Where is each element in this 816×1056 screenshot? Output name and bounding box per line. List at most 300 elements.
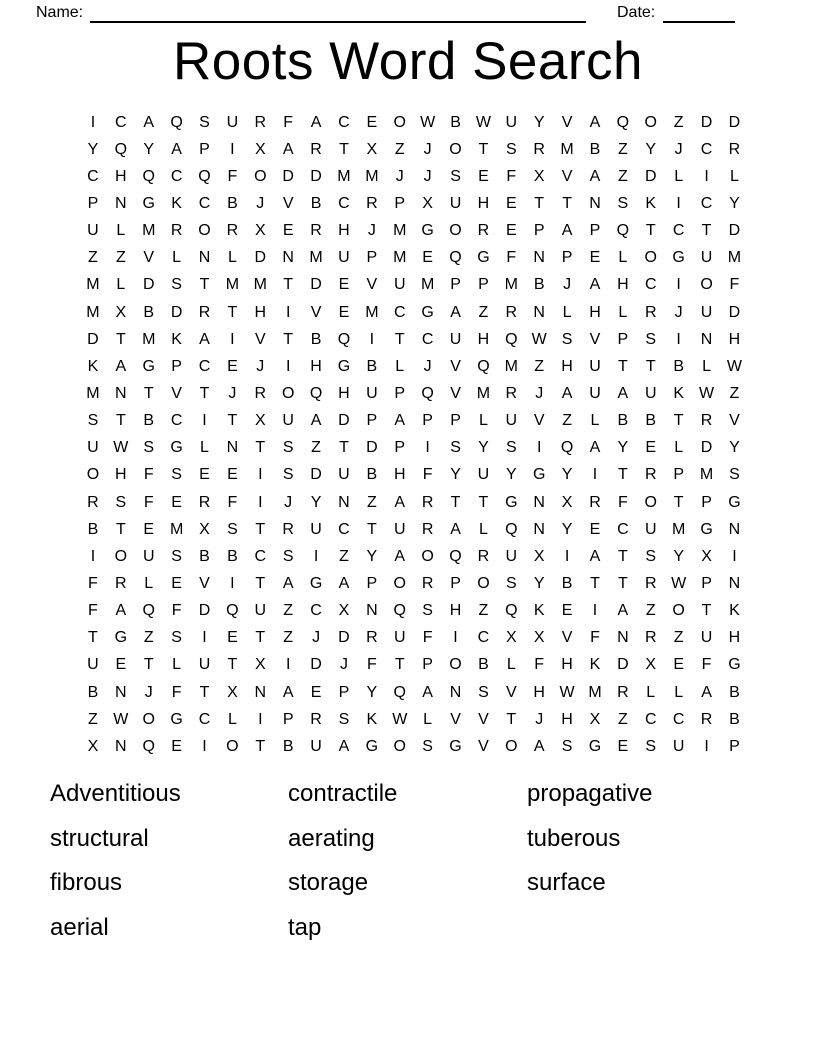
grid-letter: P [701, 574, 712, 592]
grid-letter: P [282, 710, 294, 728]
grid-letter: B [645, 412, 657, 430]
grid-letter: V [561, 629, 573, 647]
grid-letter: H [617, 276, 629, 294]
grid-letter: B [617, 412, 629, 430]
grid-letter: Q [505, 602, 518, 620]
grid-letter: C [700, 194, 713, 212]
grid-letter: N [533, 303, 545, 321]
grid-letter: N [226, 439, 239, 457]
grid-letter: A [450, 303, 461, 321]
grid-letter: J [395, 167, 404, 185]
grid-letter: I [676, 330, 681, 348]
grid-letter: T [534, 194, 545, 212]
grid-letter: U [477, 466, 490, 484]
grid-letter: E [673, 656, 684, 674]
grid-letter: C [644, 710, 657, 728]
grid-letter: A [310, 113, 322, 131]
grid-letter: B [673, 357, 684, 375]
grid-letter: L [144, 574, 154, 592]
grid-letter: K [589, 656, 601, 674]
grid-letter: C [617, 520, 629, 538]
grid-letter: G [421, 303, 434, 321]
grid-letter: Z [534, 357, 545, 375]
grid-letter: X [422, 194, 433, 212]
grid-letter: L [646, 683, 656, 701]
grid-letter: A [701, 683, 712, 701]
grid-letter: E [143, 520, 155, 538]
grid-letter: T [143, 656, 154, 674]
grid-letter: N [617, 629, 629, 647]
grid-letter: Y [505, 466, 517, 484]
grid-letter: S [422, 602, 433, 620]
grid-letter: F [88, 574, 98, 592]
word-list-column-2 [288, 772, 397, 950]
grid-letter: H [115, 466, 127, 484]
grid-letter: X [589, 710, 601, 728]
grid-letter: Z [617, 167, 628, 185]
grid-letter: P [171, 357, 182, 375]
grid-letter: L [729, 167, 739, 185]
grid-letter: R [310, 140, 322, 158]
grid-letter: A [282, 574, 294, 592]
grid-letter: S [645, 330, 657, 348]
grid-letter: H [254, 303, 267, 321]
grid-letter: B [199, 547, 210, 565]
grid-letter: B [87, 520, 99, 538]
grid-letter: S [338, 710, 350, 728]
word-list-item: aerating [288, 824, 375, 852]
grid-letter: S [282, 466, 294, 484]
grid-letter: U [449, 194, 462, 212]
grid-letter: U [644, 520, 657, 538]
grid-letter: A [394, 493, 406, 511]
grid-letter: I [676, 194, 681, 212]
grid-letter: R [644, 466, 657, 484]
grid-letter: Q [421, 384, 434, 402]
grid-letter: S [561, 737, 573, 755]
grid-letter: T [478, 140, 489, 158]
grid-letter: S [505, 439, 517, 457]
word-list-item: storage [288, 869, 369, 896]
grid-letter: U [87, 222, 99, 240]
grid-letter: I [704, 737, 709, 755]
grid-letter: R [589, 493, 601, 511]
grid-letter: L [702, 357, 711, 375]
grid-letter: Z [143, 629, 154, 647]
grid-letter: P [533, 222, 545, 240]
grid-letter: Y [561, 520, 573, 538]
grid-letter: M [365, 167, 379, 185]
grid-letter: K [366, 710, 378, 728]
word-list-item: structural [50, 824, 149, 852]
grid-letter: J [535, 710, 544, 728]
grid-letter: G [588, 737, 602, 755]
grid-letter: K [171, 194, 182, 212]
grid-letter: M [225, 276, 240, 294]
grid-letter: H [310, 357, 322, 375]
grid-letter: X [227, 683, 238, 701]
grid-letter: N [728, 574, 741, 592]
grid-letter: R [254, 113, 267, 131]
grid-letter: F [729, 276, 740, 294]
grid-letter: A [143, 113, 155, 131]
grid-letter: X [366, 140, 378, 158]
grid-letter: C [310, 602, 322, 620]
grid-letter: D [254, 249, 267, 267]
grid-letter: V [171, 384, 182, 402]
grid-letter: Y [478, 439, 489, 457]
grid-letter: M [588, 683, 602, 701]
grid-letter: E [227, 629, 238, 647]
grid-letter: Q [505, 330, 518, 348]
grid-letter: K [673, 384, 684, 402]
grid-letter: S [450, 167, 461, 185]
grid-letter: U [310, 520, 322, 538]
grid-letter: Y [645, 140, 657, 158]
grid-letter: Z [88, 249, 98, 267]
grid-letter: U [700, 303, 713, 321]
grid-letter: T [617, 466, 628, 484]
grid-letter: K [533, 602, 545, 620]
grid-letter: V [589, 330, 601, 348]
grid-letter: C [338, 194, 350, 212]
grid-letter: V [366, 276, 378, 294]
grid-letter: K [729, 602, 740, 620]
grid-letter: O [114, 547, 128, 565]
grid-letter: T [255, 737, 266, 755]
grid-letter: A [394, 547, 406, 565]
grid-letter: M [393, 222, 407, 240]
grid-letter: O [505, 737, 518, 755]
grid-letter: F [283, 113, 294, 131]
grid-letter: B [729, 683, 740, 701]
grid-letter: M [365, 303, 379, 321]
grid-letter: G [337, 357, 351, 375]
grid-letter: V [478, 737, 489, 755]
grid-letter: J [674, 303, 683, 321]
grid-letter: Z [283, 629, 294, 647]
grid-letter: Q [560, 439, 574, 457]
grid-letter: X [561, 493, 573, 511]
word-list-column-3 [527, 772, 652, 906]
date-label: Date: [617, 4, 656, 21]
grid-letter: Q [449, 547, 462, 565]
grid-letter: J [284, 493, 293, 511]
grid-letter: W [698, 384, 715, 402]
grid-letter: E [589, 520, 601, 538]
grid-letter: O [700, 276, 713, 294]
grid-letter: Y [450, 466, 461, 484]
grid-letter: Y [366, 683, 378, 701]
grid-letter: P [199, 140, 210, 158]
grid-letter: M [504, 357, 518, 375]
grid-letter: C [672, 710, 685, 728]
grid-letter: T [227, 303, 238, 321]
word-list-item: contractile [288, 780, 398, 807]
grid-letter: F [701, 656, 712, 674]
grid-letter: A [589, 547, 601, 565]
grid-letter: A [617, 384, 629, 402]
grid-letter: G [170, 439, 183, 457]
grid-letter: S [450, 439, 461, 457]
grid-letter: R [533, 140, 545, 158]
grid-letter: N [728, 520, 741, 538]
grid-letter: H [449, 602, 462, 620]
grid-letter: B [450, 113, 461, 131]
grid-letter: A [171, 140, 182, 158]
grid-letter: R [198, 303, 211, 321]
grid-letter: T [88, 629, 98, 647]
grid-letter: C [672, 222, 685, 240]
grid-letter: U [589, 357, 601, 375]
grid-letter: Y [310, 493, 322, 511]
grid-letter: E [115, 656, 127, 674]
grid-letter: F [366, 656, 377, 674]
grid-letter: G [505, 493, 518, 511]
grid-letter: P [394, 194, 406, 212]
grid-letter: T [199, 683, 210, 701]
grid-letter: A [561, 384, 573, 402]
grid-letter: L [674, 683, 684, 701]
grid-letter: T [283, 330, 294, 348]
grid-letter: K [87, 357, 99, 375]
grid-letter: C [700, 140, 713, 158]
grid-letter: C [644, 276, 657, 294]
grid-letter: I [453, 629, 458, 647]
grid-letter: W [475, 113, 491, 131]
grid-letter: H [561, 710, 573, 728]
grid-letter: Y [673, 547, 684, 565]
grid-letter: E [478, 167, 489, 185]
grid-letter: A [589, 439, 601, 457]
grid-letter: M [560, 140, 574, 158]
grid-letter: W [671, 574, 687, 592]
grid-letter: T [255, 520, 266, 538]
grid-letter: T [283, 276, 294, 294]
grid-letter: S [505, 140, 517, 158]
grid-letter: V [450, 357, 461, 375]
grid-letter: G [477, 249, 490, 267]
grid-letter: Q [198, 167, 211, 185]
grid-letter: C [115, 113, 127, 131]
grid-letter: J [339, 656, 348, 674]
grid-letter: G [142, 194, 155, 212]
grid-letter: J [423, 140, 432, 158]
grid-letter: N [115, 194, 127, 212]
grid-letter: A [115, 357, 127, 375]
grid-letter: Z [617, 710, 628, 728]
grid-letter: G [142, 357, 155, 375]
grid-letter: F [143, 466, 154, 484]
grid-letter: E [645, 439, 657, 457]
grid-letter: U [505, 547, 518, 565]
grid-letter: F [171, 683, 182, 701]
word-list-item: tap [288, 913, 322, 941]
grid-letter: O [449, 140, 462, 158]
grid-letter: H [115, 167, 127, 185]
grid-letter: I [90, 547, 96, 565]
grid-letter: S [505, 574, 517, 592]
grid-letter: F [506, 167, 517, 185]
grid-letter: A [394, 412, 406, 430]
grid-letter: N [282, 249, 294, 267]
grid-letter: X [505, 629, 517, 647]
grid-letter: O [393, 737, 406, 755]
grid-letter: O [644, 249, 657, 267]
grid-letter: E [422, 249, 433, 267]
grid-letter: H [477, 330, 490, 348]
grid-letter: I [202, 737, 207, 755]
grid-letter: H [338, 222, 350, 240]
grid-letter: S [282, 439, 294, 457]
grid-letter: A [589, 276, 601, 294]
grid-letter: L [674, 167, 684, 185]
grid-letter: A [338, 737, 350, 755]
grid-letter: J [674, 140, 683, 158]
grid-letter: J [423, 167, 432, 185]
grid-letter: U [87, 656, 99, 674]
grid-letter: Q [309, 384, 323, 402]
grid-letter: A [422, 683, 433, 701]
grid-letter: Q [449, 249, 462, 267]
grid-letter: B [533, 276, 545, 294]
grid-letter: I [258, 466, 263, 484]
grid-letter: Q [393, 683, 406, 701]
grid-letter: N [533, 493, 545, 511]
grid-letter: C [87, 167, 99, 185]
grid-letter: O [672, 602, 685, 620]
grid-letter: D [728, 113, 741, 131]
grid-letter: S [171, 466, 182, 484]
grid-letter: I [369, 330, 375, 348]
grid-letter: M [699, 466, 714, 484]
grid-letter: Y [561, 466, 573, 484]
grid-letter: R [644, 303, 657, 321]
grid-letter: E [505, 222, 517, 240]
grid-letter: V [561, 113, 573, 131]
grid-letter: K [645, 194, 657, 212]
grid-letter: R [198, 493, 211, 511]
grid-letter: U [198, 656, 211, 674]
grid-letter: P [87, 194, 99, 212]
grid-letter: Y [87, 140, 99, 158]
grid-letter: S [645, 737, 657, 755]
grid-letter: X [199, 520, 210, 538]
grid-letter: U [505, 412, 518, 430]
grid-letter: U [338, 249, 350, 267]
grid-letter: Z [645, 602, 656, 620]
grid-letter: T [617, 574, 628, 592]
grid-letter: D [728, 222, 741, 240]
grid-letter: N [198, 249, 211, 267]
grid-letter: D [310, 466, 322, 484]
grid-letter: U [282, 412, 294, 430]
grid-letter: P [394, 439, 406, 457]
grid-letter: U [449, 330, 462, 348]
grid-letter: K [171, 330, 182, 348]
grid-letter: C [421, 330, 434, 348]
grid-letter: P [673, 466, 684, 484]
grid-letter: G [728, 493, 741, 511]
grid-letter: S [422, 737, 433, 755]
word-list-item: Adventitious [50, 780, 181, 807]
grid-letter: B [589, 140, 601, 158]
grid-letter: A [282, 140, 294, 158]
grid-letter: L [395, 357, 405, 375]
grid-letter: V [282, 194, 294, 212]
grid-letter: R [310, 710, 322, 728]
grid-letter: T [645, 222, 656, 240]
grid-letter: T [339, 439, 349, 457]
grid-letter: E [617, 737, 629, 755]
grid-letter: P [617, 330, 629, 348]
grid-letter: T [701, 222, 712, 240]
grid-letter: M [309, 249, 323, 267]
grid-letter: L [116, 222, 126, 240]
grid-letter: E [366, 113, 378, 131]
grid-letter: Q [142, 602, 155, 620]
grid-letter: J [312, 629, 321, 647]
grid-letter: R [421, 493, 434, 511]
grid-letter: S [617, 194, 629, 212]
grid-letter: O [421, 547, 434, 565]
grid-letter: R [617, 683, 629, 701]
grid-letter: H [533, 683, 545, 701]
grid-letter: Q [170, 113, 183, 131]
grid-letter: S [87, 412, 99, 430]
grid-letter: T [701, 602, 712, 620]
grid-letter: C [338, 520, 350, 538]
grid-letter: G [309, 574, 323, 592]
grid-letter: U [393, 629, 406, 647]
word-list-item: tuberous [527, 824, 621, 852]
grid-letter: B [282, 737, 294, 755]
grid-letter: Z [562, 412, 572, 430]
grid-letter: T [339, 140, 349, 158]
grid-letter: V [478, 710, 489, 728]
grid-letter: S [282, 547, 294, 565]
grid-letter: T [115, 412, 126, 430]
grid-letter: G [672, 249, 685, 267]
grid-letter: M [169, 520, 184, 538]
grid-letter: I [230, 574, 235, 592]
grid-letter: R [282, 520, 294, 538]
grid-letter: E [505, 194, 517, 212]
grid-letter: X [254, 412, 266, 430]
grid-letter: P [394, 384, 406, 402]
grid-letter: U [672, 737, 685, 755]
grid-letter: I [202, 629, 207, 647]
grid-letter: T [617, 357, 628, 375]
grid-letter: T [255, 439, 266, 457]
grid-letter: N [366, 602, 378, 620]
grid-letter: M [142, 222, 156, 240]
grid-letter: R [644, 629, 657, 647]
grid-letter: Q [142, 167, 155, 185]
grid-letter: X [533, 629, 545, 647]
grid-letter: T [255, 629, 266, 647]
grid-letter: P [561, 249, 573, 267]
grid-letter: N [115, 683, 127, 701]
grid-letter: A [450, 520, 461, 538]
grid-letter: T [394, 656, 405, 674]
grid-letter: X [87, 737, 99, 755]
grid-letter: P [366, 249, 378, 267]
grid-letter: R [700, 412, 713, 430]
grid-letter: A [310, 412, 322, 430]
grid-letter: F [88, 602, 98, 620]
grid-letter: D [700, 113, 713, 131]
